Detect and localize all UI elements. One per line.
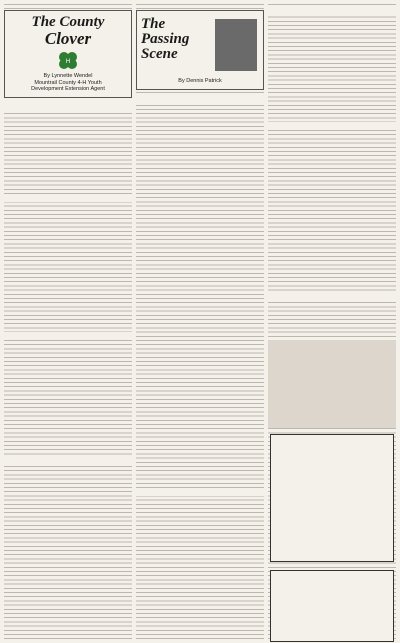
author-photo (215, 19, 257, 71)
right-subhead-2 (268, 294, 396, 302)
clover-subhead-3 (4, 456, 132, 464)
publication-info-box (270, 570, 394, 642)
publication-info-title (271, 574, 393, 582)
extension-column-box (270, 434, 394, 562)
column-middle (136, 4, 264, 639)
right-top-headline (268, 8, 396, 14)
column-left (4, 4, 132, 639)
passing-scene-title: The Passing Scene (141, 16, 190, 62)
passing-scene-headline (136, 96, 264, 104)
clover-byline-2: Mountrail County 4-H Youth (34, 79, 102, 86)
svg-text:H: H (65, 59, 71, 65)
passing-scene-byline: By Dennis Patrick (178, 78, 222, 85)
clover-subhead-1 (4, 194, 132, 202)
clover-article-headline (4, 100, 132, 110)
letters-policy-panel (268, 340, 396, 428)
clover-byline-3: Development Extension Agent (31, 86, 105, 93)
middle-subhead (136, 488, 264, 496)
column-right (268, 4, 396, 639)
clover-title-line2: Clover (44, 29, 92, 48)
clover-title-line1: The County (31, 14, 105, 30)
clover-masthead (4, 10, 132, 98)
extension-column-headline (271, 438, 393, 448)
clover-subhead-2 (4, 332, 132, 340)
right-subhead-1 (268, 122, 396, 130)
clover-byline-1: By Lynnette Wendel (43, 73, 93, 79)
passing-scene-masthead (136, 10, 264, 90)
clover-icon (55, 49, 81, 71)
